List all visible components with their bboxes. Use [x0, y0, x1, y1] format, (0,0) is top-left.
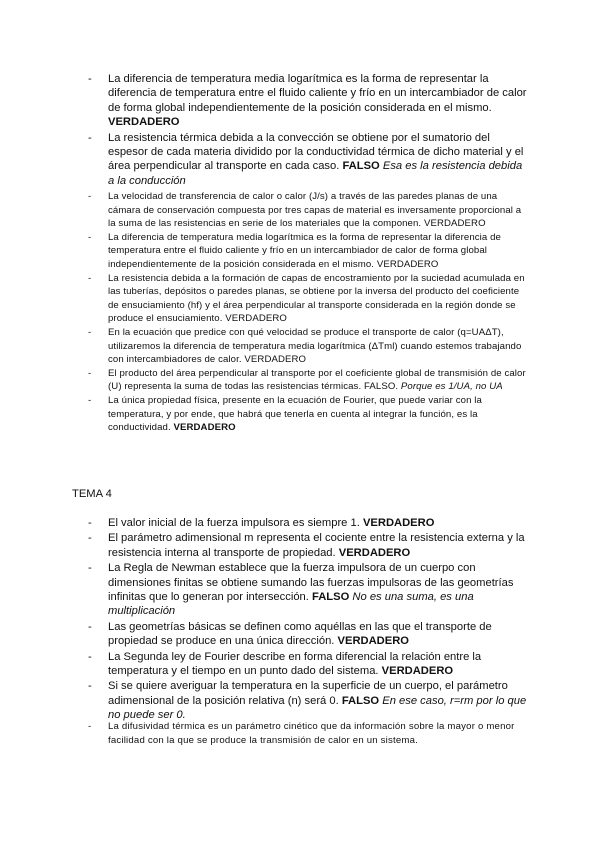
statement-text: El valor inicial de la fuerza impulsora es siempre 1.: [108, 517, 363, 529]
verdict-label: VERDADERO: [362, 517, 435, 529]
verdict-label: VERDADERO: [337, 635, 409, 648]
statement-list-3: [88, 516, 528, 724]
verdict-label: FALSO: [341, 694, 380, 707]
statement-text: La resistencia térmica debida a la convección se obtiene por el sumatorio del espesor de cada materia dividido por la conductividad térmica de dicho material y el área perpendicular al transporte en cada caso.: [108, 131, 524, 173]
statement-item: [88, 272, 528, 326]
statement-item: [88, 190, 528, 231]
verdict-label: FALSO: [312, 591, 350, 604]
verdict-label: VERDADERO: [108, 116, 180, 129]
correction-note: No es una suma, es una multiplicación: [108, 591, 474, 618]
section-title: TEMA 4: [72, 488, 112, 500]
statement-item: [88, 720, 528, 747]
statement-text: La única propiedad física, presente en la ecuación de Fourier, que puede variar con la temperatura, y por ende, que habrá que tenerla en cuenta al integrar la función, es la conductividad.: [108, 394, 482, 434]
statement-item: [88, 531, 528, 560]
statement-item: [88, 131, 528, 189]
statement-item: [88, 394, 528, 435]
statement-list-4: [88, 720, 528, 747]
statement-item: [88, 516, 528, 530]
statement-text: El producto del área perpendicular al transporte por el coeficiente global de transmisión de calor (U) representa la suma de todas las resistencias térmicas. FALSO.: [108, 367, 526, 393]
statement-item: [88, 620, 528, 649]
statement-text: El parámetro adimensional m representa el cociente entre la resistencia externa y la resistencia interna al transporte de propiedad.: [108, 532, 525, 559]
statement-text: La difusividad térmica es un parámetro cinético que da información sobre la mayor o menor facilidad con la que se produce la transmisión de calor en un sistema.: [108, 721, 515, 746]
correction-note: Esa es la resistencia debida a la conducción: [108, 160, 523, 187]
correction-note: Porque es 1/UA, no UA: [398, 381, 503, 393]
statement-text: En la ecuación que predice con qué velocidad se produce el transporte de calor (q=UAΔT), utilizaremos la diferencia de temperatura media logarítmica (ΔTml) cuando estemos trabajando con intercambiadores de calor. VERDADERO: [108, 326, 522, 366]
statement-text: Las geometrías básicas se definen como aquéllas en las que el transporte de propiedad se produce en una única dirección.: [108, 620, 492, 648]
statement-item: [88, 650, 528, 679]
statement-text: La velocidad de transferencia de calor o calor (J/s) a través de las paredes planas de una cámara de conservación compuesta por tres capas de material es inversamente proporcional a la suma de las resistencias en serie de los materiales que la componen. VERDADERO: [108, 191, 522, 230]
statement-text: La diferencia de temperatura media logarítmica es la forma de representar la diferencia de temperatura entre el fluido caliente y frío en un intercambiador de calor de forma global independientemente de la posición considerada en el mismo. VERDADERO: [108, 231, 501, 270]
statement-list-1: [88, 72, 528, 189]
statement-text: Si se quiere averiguar la temperatura en la superficie de un cuerpo, el parámetro adimensional de la posición relativa (n) será 0.: [108, 680, 508, 707]
statement-list-2: [88, 190, 528, 435]
verdict-label: VERDADERO: [338, 546, 411, 559]
statement-text: La resistencia debida a la formación de capas de encostramiento por la suciedad acumulada en las tuberías, depósitos o paredes planas, se obtiene por la inversa del producto del coeficiente de ensuciamiento (hf) y el área perpendicular al transporte considerada en la región donde se produce el ensuciamiento. VERDADERO: [108, 272, 525, 325]
verdict-label: FALSO: [342, 160, 380, 173]
statement-item: [88, 72, 528, 130]
statement-item: [88, 367, 528, 394]
statement-item: [88, 679, 528, 722]
correction-note: En ese caso, r=rm por lo que no puede ser 0.: [108, 694, 527, 722]
statement-text: La Segunda ley de Fourier describe en forma diferencial la relación entre la temperatura y el tiempo en un punto dado del sistema.: [108, 650, 482, 678]
statement-item: [88, 326, 528, 367]
verdict-label: VERDADERO: [173, 422, 236, 434]
statement-text: La diferencia de temperatura media logarítmica es la forma de representar la diferencia de temperatura entre el fluido caliente y frío en un intercambiador de calor de forma global independientemente de la posición considerada en el mismo.: [108, 73, 527, 114]
statement-item: [88, 561, 528, 619]
verdict-label: VERDADERO: [381, 665, 454, 678]
statement-item: [88, 231, 528, 272]
statement-text: La Regla de Newman establece que la fuerza impulsora de un cuerpo con dimensiones finitas se obtiene sumando las fuerzas impulsoras de las geometrías infinitas que lo generan por intersección.: [108, 562, 514, 604]
